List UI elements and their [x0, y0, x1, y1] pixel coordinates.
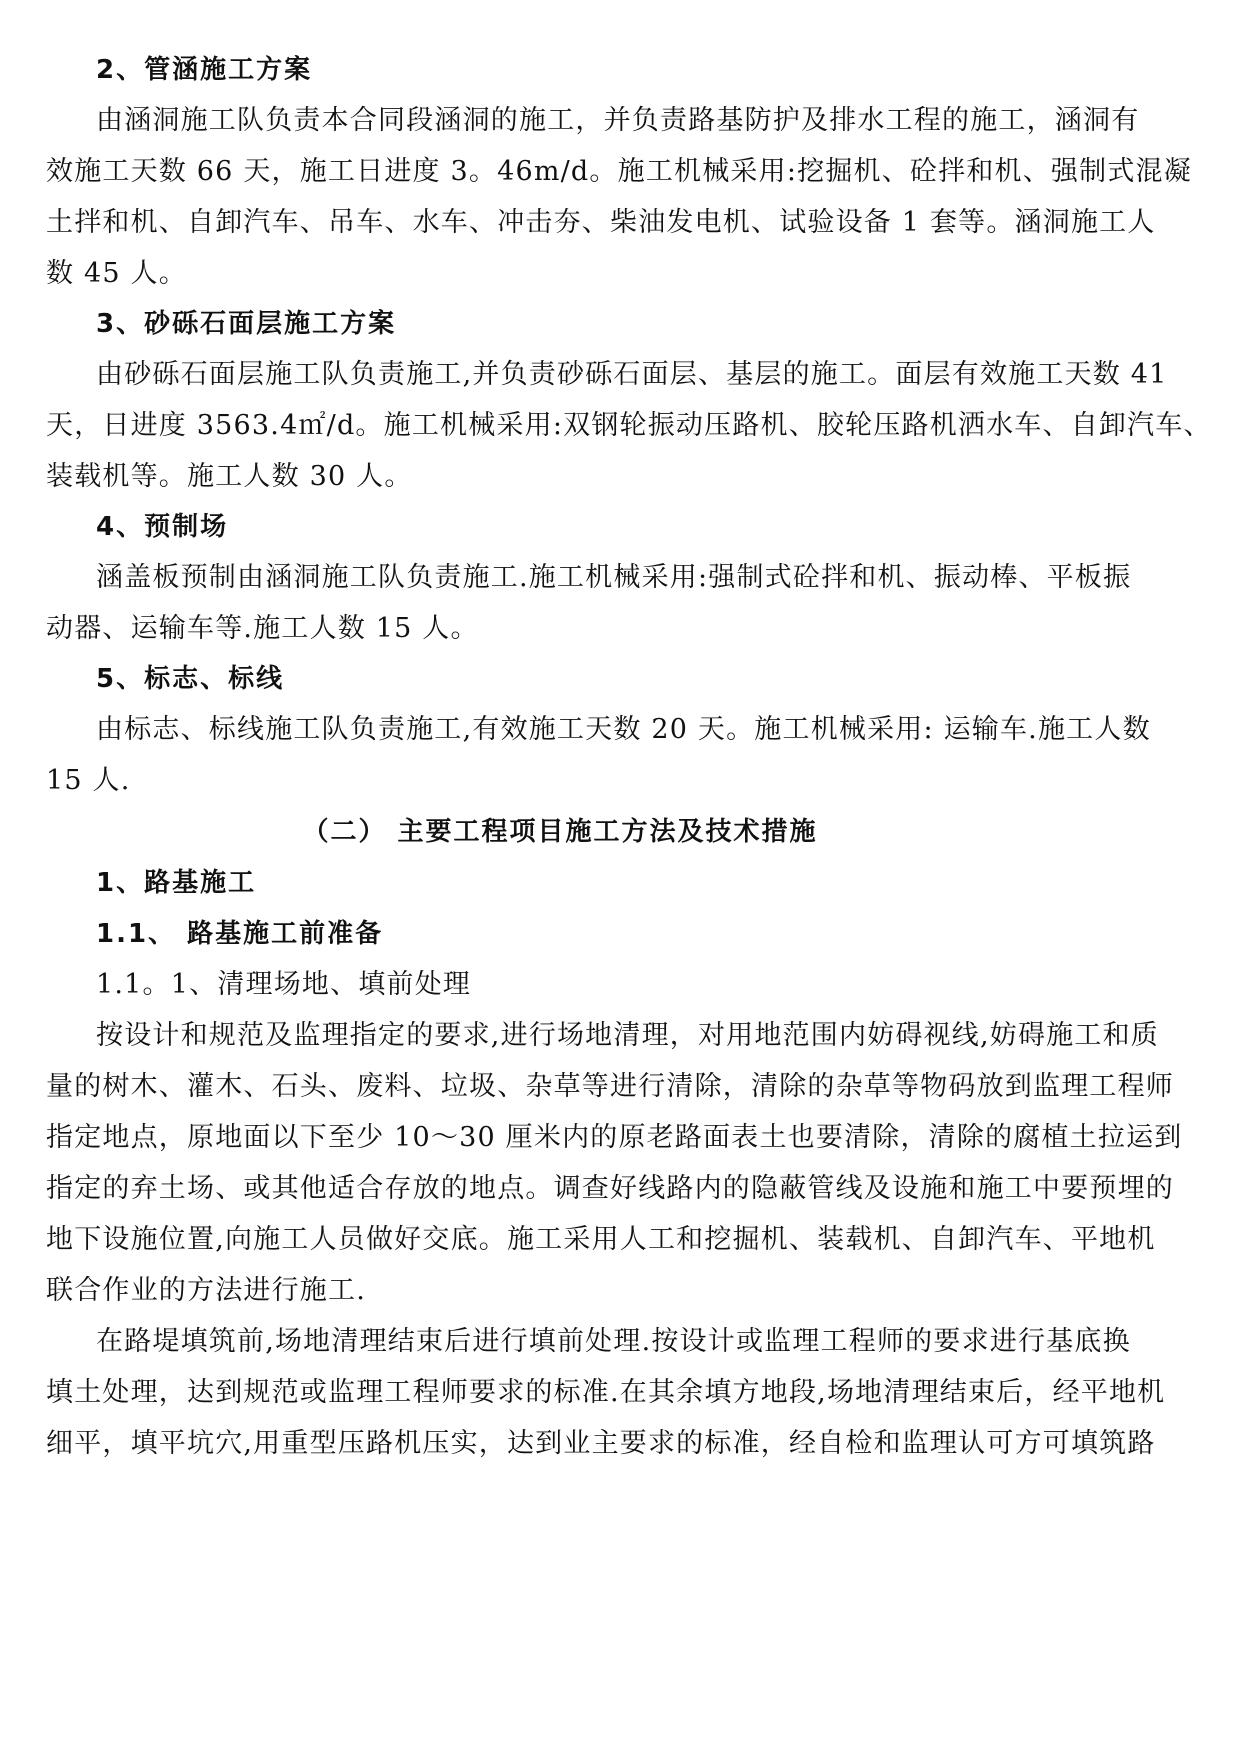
paragraph-line: 地下设施位置,向施工人员做好交底。施工采用人工和挖掘机、装载机、自卸汽车、平地机: [46, 1224, 1156, 1255]
paragraph-line: 按设计和规范及监理指定的要求,进行场地清理，对用地范围内妨碍视线,妨碍施工和质: [96, 1020, 1159, 1051]
paragraph-line: 装载机等。施工人数 30 人。: [46, 461, 413, 492]
heading-culvert-plan: 2、管涵施工方案: [96, 55, 313, 85]
subheading-site-clearing: 1.1。1、清理场地、填前处理: [96, 969, 472, 1000]
paragraph-line: 土拌和机、自卸汽车、吊车、水车、冲击夯、柴油发电机、试验设备 1 套等。涵洞施工人: [46, 207, 1156, 238]
paragraph-line: 指定的弃土场、或其他适合存放的地点。调查好线路内的隐蔽管线及设施和施工中要预埋的: [46, 1173, 1174, 1204]
paragraph-line: 细平，填平坑穴,用重型压路机压实，达到业主要求的标准，经自检和监理认可方可填筑路: [46, 1428, 1156, 1459]
paragraph-line: 联合作业的方法进行施工.: [46, 1275, 366, 1306]
paragraph-line: 天，日进度 3563.4㎡/d。施工机械采用:双钢轮振动压路机、胶轮压路机洒水车、自卸汽车、: [46, 410, 1212, 441]
paragraph-line: 15 人.: [46, 765, 131, 796]
heading-precast-yard: 4、预制场: [96, 512, 229, 542]
paragraph-line: 涵盖板预制由涵洞施工队负责施工.施工机械采用:强制式砼拌和机、振动棒、平板振: [96, 562, 1132, 593]
paragraph-line: 效施工天数 66 天，施工日进度 3。46m/d。施工机械采用:挖掘机、砼拌和机、强制式混凝: [46, 156, 1192, 187]
section-title: （二） 主要工程项目施工方法及技术措施: [302, 817, 818, 847]
heading-signs-markings: 5、标志、标线: [96, 664, 285, 694]
paragraph-line: 由涵洞施工队负责本合同段涵洞的施工，并负责路基防护及排水工程的施工，涵洞有: [96, 105, 1140, 136]
paragraph-line: 指定地点，原地面以下至少 10～30 厘米内的原老路面表土也要清除，清除的腐植土拉运到: [46, 1122, 1183, 1153]
paragraph-line: 量的树木、灌木、石头、废料、垃圾、杂草等进行清除，清除的杂草等物码放到监理工程师: [46, 1071, 1174, 1102]
heading-gravel-surface-plan: 3、砂砾石面层施工方案: [96, 309, 397, 339]
paragraph-line: 数 45 人。: [46, 258, 187, 289]
heading-subgrade-construction: 1、路基施工: [96, 868, 257, 898]
heading-subgrade-preparation: 1.1、 路基施工前准备: [96, 919, 384, 949]
paragraph-line: 在路堤填筑前,场地清理结束后进行填前处理.按设计或监理工程师的要求进行基底换: [96, 1326, 1131, 1357]
paragraph-line: 填土处理，达到规范或监理工程师要求的标准.在其余填方地段,场地清理结束后，经平地机: [46, 1377, 1166, 1408]
paragraph-line: 由砂砾石面层施工队负责施工,并负责砂砾石面层、基层的施工。面层有效施工天数 41: [96, 359, 1168, 390]
paragraph-line: 动器、运输车等.施工人数 15 人。: [46, 613, 479, 644]
paragraph-line: 由标志、标线施工队负责施工,有效施工天数 20 天。施工机械采用: 运输车.施工人数: [96, 714, 1151, 745]
